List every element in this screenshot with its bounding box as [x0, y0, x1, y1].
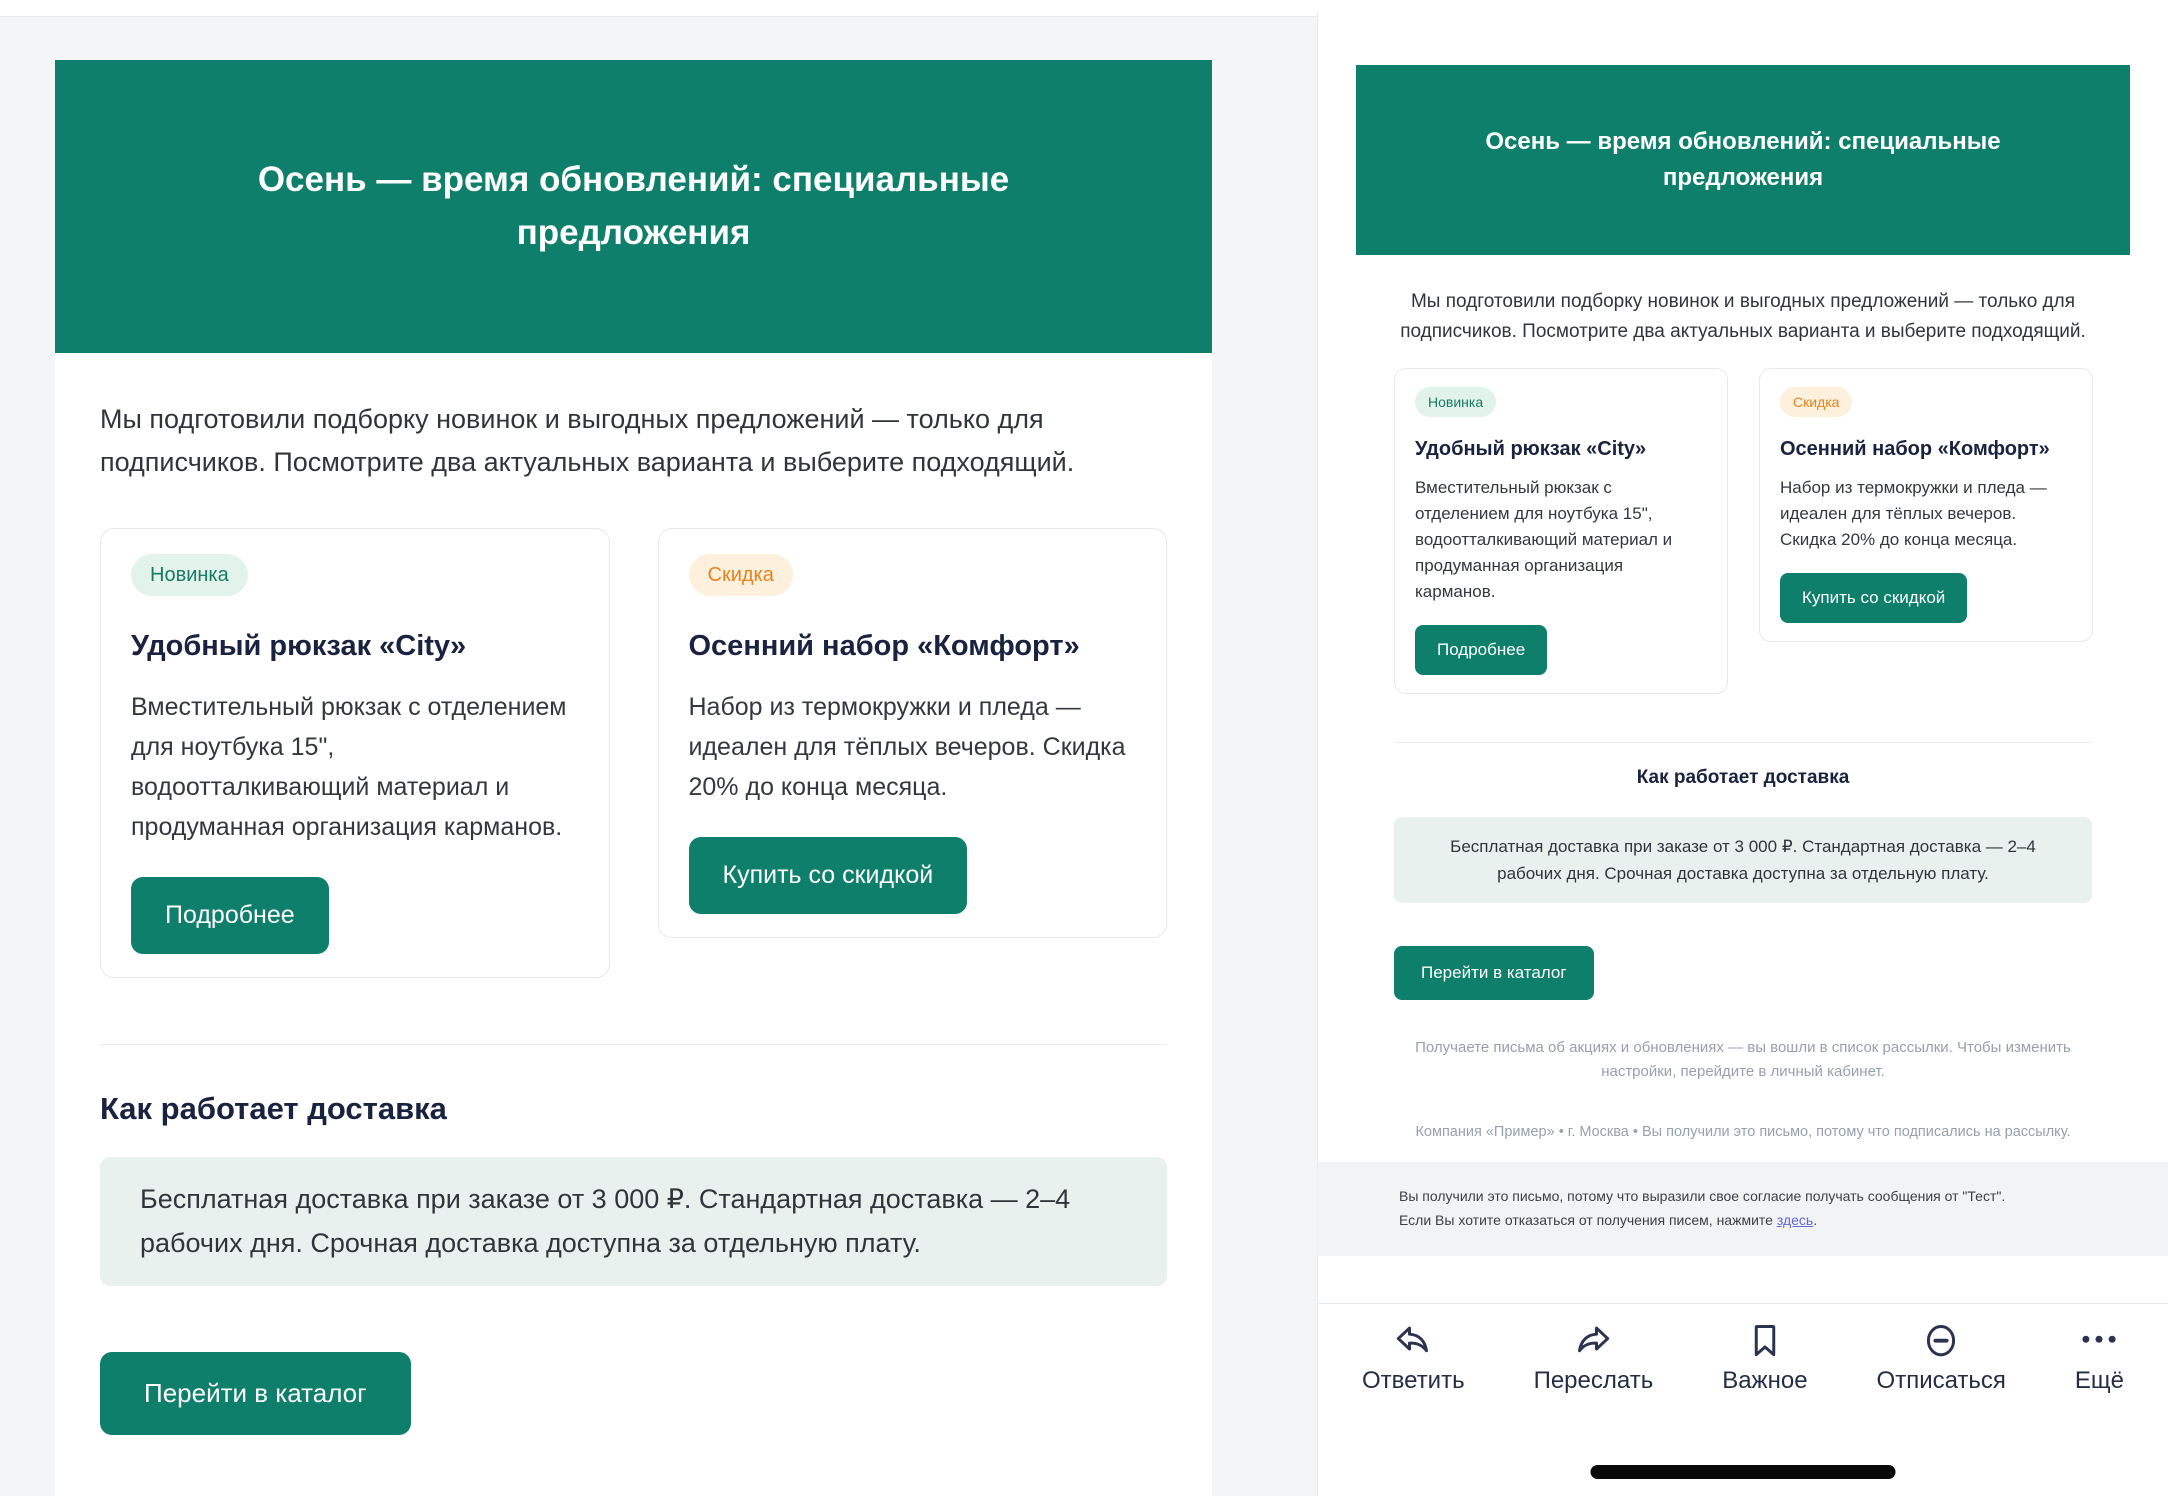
- card-description: Набор из термокружки и пледа — идеален для тёплых вечеров. Скидка 20% до конца месяца.: [1780, 477, 2047, 549]
- card-title: Осенний набор «Комфорт»: [688, 630, 1080, 663]
- forward-icon: [1572, 1320, 1614, 1362]
- consent-period: .: [1813, 1211, 1818, 1228]
- badge-sale: Скидка: [689, 554, 793, 596]
- section-divider: [100, 1044, 1167, 1045]
- toolbar-label: Ответить: [1362, 1367, 1465, 1394]
- mobile-email-body: [1394, 368, 2092, 1256]
- card-description: Вместительный рюкзак с отделением для ноутбука 15", водоотталкивающий материал и продуманная организация карманов.: [131, 692, 567, 841]
- subscription-note: Получаете письма об акциях и обновлениях — вы вошли в список рассылки. Чтобы изменить настройки, перейдите в личный кабинет.: [1415, 1039, 2071, 1081]
- toolbar-label: Отписаться: [1876, 1367, 2006, 1394]
- forward-button[interactable]: [1534, 1320, 1654, 1394]
- offer-card-comfort-set: [658, 528, 1168, 937]
- card-title: Осенний набор «Комфорт»: [1780, 437, 2050, 460]
- card-description: Вместительный рюкзак с отделением для ноутбука 15", водоотталкивающий материал и продуманная организация карманов.: [1415, 477, 1673, 601]
- badge-new: Новинка: [1415, 387, 1496, 417]
- more-icon: [2078, 1320, 2120, 1362]
- email-body: [55, 353, 1212, 1496]
- company-info-line: Компания «Пример» • г. Москва • Вы получили это письмо, потому что подписались на рассылку.: [1415, 1124, 2071, 1141]
- email-header-banner: [55, 60, 1212, 353]
- email-intro-text: Мы подготовили подборку новинок и выгодных предложений — только для подписчиков. Посмотрите два актуальных варианта и выберите подходящий.: [100, 404, 1075, 478]
- toolbar-label: Важное: [1722, 1367, 1808, 1394]
- important-button[interactable]: [1722, 1320, 1807, 1394]
- email-header-banner: [1356, 65, 2130, 255]
- card-title: Удобный рюкзак «City»: [1415, 437, 1647, 460]
- delivery-info-text: Бесплатная доставка при заказе от 3 000 ₽. Стандартная доставка — 2–4 рабочих дня. Срочная доставка доступна за отдельную плату.: [140, 1183, 1071, 1259]
- offer-card-comfort-set: [1759, 368, 2093, 642]
- delivery-info-box: [1394, 817, 2092, 903]
- reply-button[interactable]: [1362, 1320, 1465, 1394]
- delivery-heading: Как работает доставка: [100, 1090, 447, 1126]
- badge-new: Новинка: [131, 554, 248, 596]
- details-button[interactable]: Подробнее: [131, 877, 329, 954]
- consent-line-2: Если Вы хотите отказаться от получения писем, нажмите: [1399, 1211, 1777, 1228]
- more-button[interactable]: [2075, 1320, 2124, 1394]
- go-to-catalog-button[interactable]: Перейти в каталог: [1394, 946, 1594, 1000]
- consent-footer-box: [1318, 1162, 2168, 1256]
- unsubscribe-button[interactable]: [1877, 1320, 2006, 1394]
- mail-action-toolbar: [1318, 1303, 2168, 1394]
- buy-with-discount-button[interactable]: Купить со скидкой: [689, 837, 968, 914]
- unsubscribe-icon: [1920, 1320, 1962, 1362]
- offer-cards-row: [100, 528, 1167, 977]
- go-to-catalog-button[interactable]: Перейти в каталог: [100, 1352, 411, 1435]
- delivery-heading: Как работает доставка: [1636, 766, 1850, 788]
- home-indicator[interactable]: [1591, 1465, 1896, 1479]
- buy-with-discount-button[interactable]: Купить со скидкой: [1780, 573, 1967, 623]
- delivery-info-box: [100, 1157, 1167, 1286]
- email-intro-text: Мы подготовили подборку новинок и выгодных предложений — только для подписчиков. Посмотрите два актуальных варианта и выберите подходящий.: [1400, 291, 2086, 343]
- unsubscribe-here-link[interactable]: здесь: [1776, 1211, 1814, 1228]
- desktop-email-preview: [55, 60, 1212, 1496]
- offer-cards-row: [1394, 368, 2092, 694]
- offer-card-backpack: [100, 528, 610, 977]
- card-description: Набор из термокружки и пледа — идеален для тёплых вечеров. Скидка 20% до конца месяца.: [688, 692, 1126, 801]
- offer-card-backpack: [1394, 368, 1728, 694]
- toolbar-label: Переслать: [1533, 1367, 1654, 1394]
- consent-line-1: Вы получили это письмо, потому что выразили свое согласие получать сообщения от "Тест".: [1399, 1187, 2006, 1204]
- email-title: Осень — время обновлений: специальные предложения: [1485, 128, 2001, 191]
- mobile-email-preview: [1317, 12, 2168, 1496]
- consent-text: [1399, 1185, 2109, 1233]
- section-divider: [1394, 742, 2092, 743]
- details-button[interactable]: Подробнее: [1415, 625, 1547, 675]
- bookmark-icon: [1744, 1320, 1786, 1362]
- badge-sale: Скидка: [1780, 387, 1852, 417]
- delivery-info-text: Бесплатная доставка при заказе от 3 000 ₽. Стандартная доставка — 2–4 рабочих дня. Срочная доставка доступна за отдельную плату.: [1450, 836, 2036, 883]
- card-title: Удобный рюкзак «City»: [131, 630, 467, 663]
- reply-icon: [1392, 1320, 1434, 1362]
- email-title: Осень — время обновлений: специальные предложения: [257, 160, 1010, 252]
- toolbar-label: Ещё: [2074, 1367, 2124, 1394]
